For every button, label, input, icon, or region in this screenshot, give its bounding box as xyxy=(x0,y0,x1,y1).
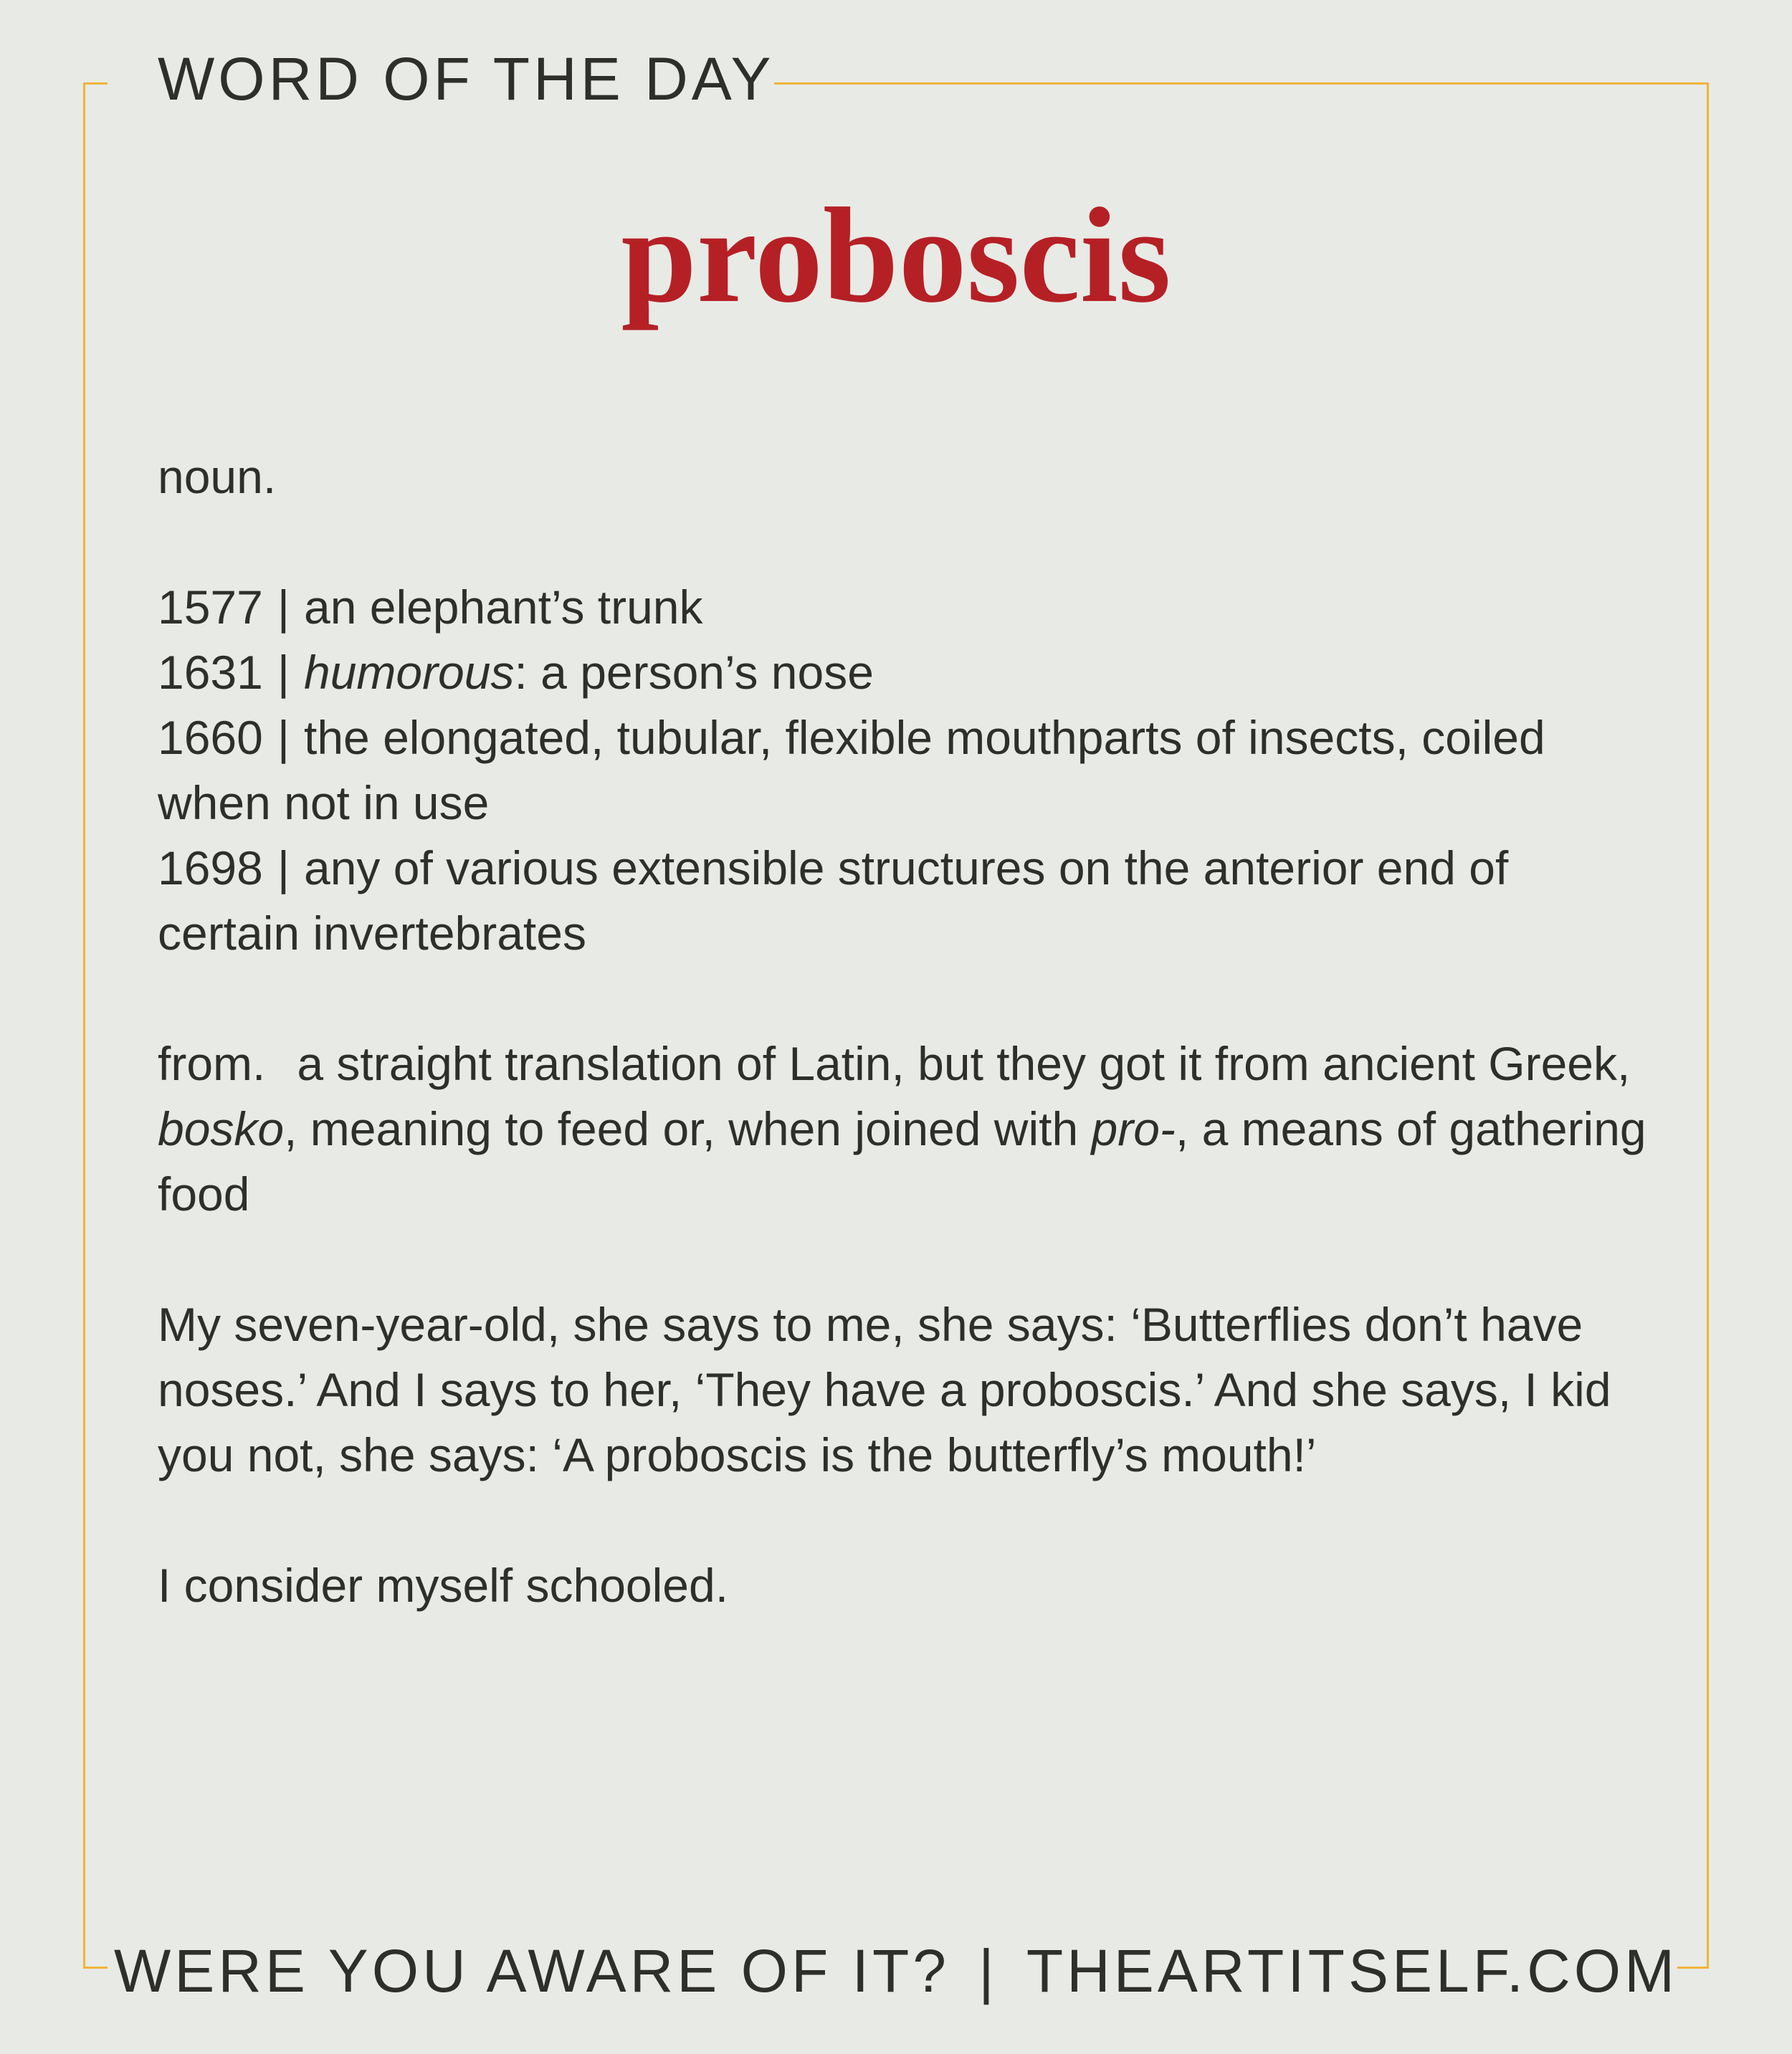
footer-question: WERE YOU AWARE OF IT? xyxy=(113,1937,950,2005)
definition-text: any of various extensible structures on the anterior end of certain invertebrates xyxy=(158,841,1509,960)
definition-item xyxy=(158,575,1663,640)
separator: | xyxy=(277,581,290,634)
definition-label: humorous xyxy=(303,646,515,699)
etymology-text: a straight translation of Latin, but they got it from ancient Greek, xyxy=(297,1037,1631,1090)
featured-word: proboscis xyxy=(621,181,1171,331)
etymology-label: from. xyxy=(158,1037,266,1090)
separator: | xyxy=(277,841,290,894)
definition-text: an elephant’s trunk xyxy=(303,581,703,634)
anecdote: My seven-year-old, she says to me, she says: ‘Butterflies don’t have noses.’ And I says to her, ‘They have a proboscis.’ And she says, I kid you not, she says: ‘A proboscis is the butterfly’s mouth!’ xyxy=(158,1298,1611,1481)
definition-text: the elongated, tubular, flexible mouthparts of insects, coiled when not in use xyxy=(158,711,1545,829)
etymology xyxy=(158,1031,1663,1227)
separator: | xyxy=(277,646,290,699)
part-of-speech: noun. xyxy=(158,450,277,503)
etymology-text: , a means of gathering food xyxy=(158,1102,1646,1221)
definition-item xyxy=(158,705,1663,836)
separator: | xyxy=(277,711,290,764)
definition-year: 1577 xyxy=(158,581,263,634)
footer-site-link[interactable]: THEARTITSELF.COM xyxy=(1026,1937,1679,2005)
footer-separator: | xyxy=(978,1937,998,2005)
etymology-text: , meaning to feed or, when joined with xyxy=(284,1102,1092,1155)
closing-line: I consider myself schooled. xyxy=(158,1559,729,1612)
definition-year: 1698 xyxy=(158,841,263,894)
definition-body xyxy=(158,444,1663,1618)
etymology-term: bosko xyxy=(158,1102,285,1155)
definition-year: 1660 xyxy=(158,711,263,764)
definition-year: 1631 xyxy=(158,646,263,699)
definition-item xyxy=(158,836,1663,966)
footer xyxy=(0,1935,1792,2007)
etymology-term: pro- xyxy=(1091,1102,1176,1155)
definition-item xyxy=(158,640,1663,705)
section-title: WORD OF THE DAY xyxy=(158,45,775,113)
definition-text: : a person’s nose xyxy=(514,646,874,699)
